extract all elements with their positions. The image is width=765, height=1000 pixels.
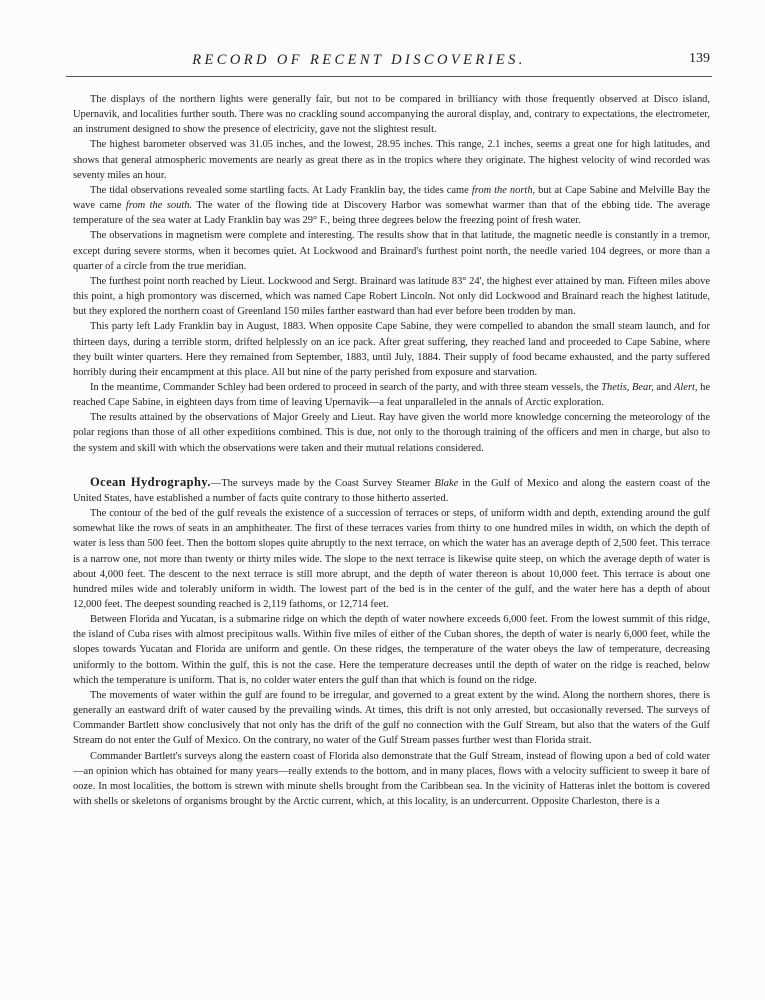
text-run: he reached Cape Sabine, in eighteen days from time of leaving Upernavik—a feat unparalleled in the annals of Arctic exploration.	[73, 381, 710, 409]
italic-phrase: from the south.	[125, 200, 193, 212]
paragraph-gulf-contour: The contour of the bed of the gulf reveals the existence of a succession of terraces or steps, of uniform width and depth, extending around the gulf somewhat like the rows of seats in an amphitheater. The first of these terraces varies from thirty to one hundred miles in width, on which the depth of water is less than 500 feet. Then the bottom slopes quite abruptly to the next terrace, on which the water has an average depth of 2,500 feet. This terrace is a narrow one, not more than twenty or thirty miles wide. The slope to the next terrace is likewise quite steep, on which the average depth of water is about 4,000 feet. The descent to the next terrace is still more abrupt, and the depth of water thereon is about 10,000 feet. This terrace is about one hundred miles wide and tolerably uniform in width. The lowest part of the bed is in the center of the gulf, and the water here has a depth of about 12,000 feet. The deepest sounding reached is 2,119 fathoms, or 12,714 feet.	[73, 508, 710, 610]
paragraph-water-movements: The movements of water within the gulf are found to be irregular, and governed to a great extent by the wind. Along the northern shores, there is generally an eastward drift of water caused by the prevailing winds. At times, this drift is not only arrested, but occasionally reversed. The surveys of Commander Bartlett show conclusively that not only has the drift of the gulf no connection with the Gulf Stream, but also that the waters of the Gulf Stream do not enter the Gulf of Mexico. On the contrary, no water of the Gulf Stream passes further west than Florida strait.	[73, 689, 710, 747]
paragraph-party-retreat: This party left Lady Franklin bay in August, 1883. When opposite Cape Sabine, they were compelled to abandon the small steam launch, and for thirteen days, during a terrible storm, drifted helplessly on an ice pack. After great suffering, they reached land and proceeded to Cape Sabine, where they built winter quarters. Here they remained from September, 1883, until July, 1884. Their supply of food became exhausted, and the party suffered horribly during their encampment at this place. All but nine of the party perished from exposure and starvation.	[73, 321, 710, 378]
italic-phrase: from the north,	[471, 184, 536, 196]
text-run: The tidal observations revealed some startling facts. At Lady Franklin bay, the tides came	[90, 184, 472, 196]
ship-name: Blake	[434, 477, 459, 489]
paragraph-barometer: The highest barometer observed was 31.05 inches, and the lowest, 28.95 inches. This range, 2.1 inches, seems a great one for high latitudes, and shows that general atmospheric movements are nearly as great there as in the tropics where they originate. The highest velocity of wind recorded was seventy miles an hour.	[73, 139, 710, 181]
text-run: —The surveys made by the Coast Survey Steamer	[210, 477, 435, 489]
text-run: In the meantime, Commander Schley had been ordered to proceed in search of the party, and with three steam vessels, the	[90, 381, 602, 393]
text-run: in the Gulf of Mexico and along the eastern coast of the United States, have established a number of facts quite contrary to those hitherto asserted.	[73, 477, 710, 504]
page-number: 139	[689, 51, 710, 66]
paragraph-magnetism: The observations in magnetism were complete and interesting. The results show that in that latitude, the magnetic needle is constantly in a tremor, except during severe storms, when it becomes quiet. At Lockwood and Brainard's furthest point north, the needle varied 104 degrees, or more than a quarter of a circle from the true meridian.	[73, 230, 710, 272]
paragraph-schley-rescue	[73, 380, 710, 410]
paragraph-gulf-stream: Commander Bartlett's surveys along the eastern coast of Florida also demonstrate that the Gulf Stream, instead of flowing upon a bed of cold water—an opinion which has obtained for many years—really extends to the bottom, and in many places, flows with a velocity sufficient to sweep it bare of ooze. In most localities, the bottom is strewn with minute shells brought from the Caribbean sea. In the vicinity of Hatteras inlet the bottom is covered with shells or skeletons of organisms brought by the Arctic current, which, at this locality, is an undercurrent. Opposite Charleston, there is a	[73, 750, 710, 808]
paragraph-results: The results attained by the observations of Major Greely and Lieut. Ray have given the world more knowledge concerning the meteorology of the polar regions than those of all other expeditions combined. This is due, not only to the thorough training of the officers and men in charge, but also to the system and skill with which the observations were taken and their mutual relations considered.	[73, 412, 710, 454]
text-run: but at Cape Sabine and Melville Bay the wave came	[73, 184, 710, 212]
section-heading: Ocean Hydrography.	[90, 474, 211, 489]
ship-name: Alert,	[674, 381, 698, 393]
running-title: RECORD OF RECENT DISCOVERIES.	[192, 52, 526, 68]
ship-names: Thetis, Bear,	[601, 381, 654, 393]
paragraph-furthest-north: The furthest point north reached by Lieut. Lockwood and Sergt. Brainard was latitude 83° 24', the highest ever attained by man. Fifteen miles above this point, a high promontory was discerned, which was named Cape Robert Lincoln. Not only did Lockwood and Brainard reach the highest latitude, but they explored the northern coast of Greenland 150 miles farther eastward than had ever before been trodden by man.	[73, 275, 710, 318]
paragraph-submarine-ridge: Between Florida and Yucatan, is a submarine ridge on which the depth of water nowhere exceeds 6,000 feet. From the lowest summit of this ridge, the island of Cuba rises with almost precipitous walls. Within five miles of either of the Cuban shores, the depth of water is nearly 6,000 feet, while the slopes towards Yucatan and Florida are uniform and gentle. On these ridges, the temperature of the water obeys the law of temperature, decreasing uniformly to the bottom. Within the gulf, this is not the case. Here the temperature decreases until the depth of water on the ridge is reached, below which the temperature is uniform. That is, no colder water enters the gulf than that which is found on the ridge.	[73, 614, 710, 686]
paragraph-ocean-hydrography-intro	[73, 475, 710, 506]
text-run: The water of the flowing tide at Discovery Harbor was somewhat warmer than that of the ebbing tide. The average temperature of the sea water at Lady Franklin bay was 29° F., being three degrees below the freezing point of fresh water.	[73, 200, 710, 227]
text-run: and	[653, 381, 675, 393]
paragraph-tidal-observations	[73, 183, 710, 228]
paragraph-northern-lights: The displays of the northern lights were generally fair, but not to be compared in brilliancy with those frequently observed at Disco island, Upernavik, and localities further south. There was no crackling sound accompanying the auroral display, and, contrary to expectations, the electrometer, an instrument designed to show the presence of electricity, gave not the slightest result.	[73, 94, 710, 136]
body-text	[73, 92, 710, 809]
page-header	[66, 50, 712, 77]
